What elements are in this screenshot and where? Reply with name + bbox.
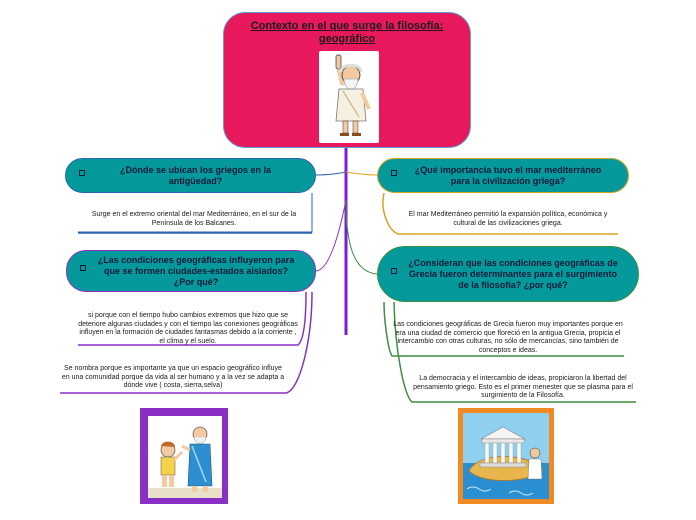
topic-label: ¿Consideran que las condiciones geográficas de Grecia fueron determinantes para el surgimiento de la filosofía? ¿por qué? (408, 257, 618, 290)
topic-mediterranean[interactable] (377, 158, 629, 193)
topic-label: ¿Dónde se ubican los griegos en la antigüedad? (119, 164, 272, 186)
topic-location[interactable] (65, 158, 316, 193)
checkbox-icon (391, 170, 397, 176)
checkbox-icon (79, 170, 85, 176)
philosopher-icon (319, 51, 379, 143)
subtopic-philosophy-2[interactable]: La democracia y el intercambio de ideas, propiciaron la libertad del pensamiento griego. Esto es el primer menester que se plasma para el surgimiento de la Filosofía. (413, 375, 633, 399)
subtopic-location[interactable]: Surge en el extremo oriental del mar Mediterráneo, en el sur de la Península de los Balcanes. (91, 211, 297, 227)
link-topic-1 (316, 172, 346, 175)
checkbox-icon (391, 268, 397, 274)
link-topic-3 (316, 200, 346, 271)
root-node[interactable] (223, 12, 471, 148)
philosophers-teaching-image (140, 408, 228, 504)
root-title: Contexto en el que surge la filosofía: geográfico (250, 20, 444, 45)
topic-label: ¿Qué importancia tuvo el mar mediterráneo para la civilización griega? (414, 164, 602, 186)
greek-temple-island-image (458, 408, 554, 504)
subtopic-city-states-2[interactable]: Se nombra porque es importante ya que un espacio geográfico influye en una comunidad porque da vida al ser humano y a la vez se adapta a dónde vive ( costa, sierra,selva) (61, 365, 285, 389)
subtopic-city-states-1[interactable]: si porque con el tiempo hubo cambios extremos que hizo que se deteriore algunas ciudades y con el tiempo las conexiones geográficas influyen en la formación de ciudades fantasmas debido a la corriente , el clima y el suelo. (78, 312, 298, 345)
topic-city-states[interactable] (66, 250, 316, 292)
philosophers-teaching-icon (148, 416, 222, 498)
subtopic-philosophy-1[interactable]: Las condiciones geográficas de Grecia fueron muy importantes porque en era una ciudad de comercio que floreció en la antigua Grecia, propicia el intercambio con otras culturas, no sólo de mercancías, sino también de conceptos e ideas. (393, 321, 623, 354)
subtopic-mediterranean[interactable]: El mar Mediterráneo permitió la expansión política, económica y cultural de las civilizaciones griega. (408, 211, 608, 227)
link-topic-2 (346, 172, 377, 175)
checkbox-icon (80, 265, 86, 271)
topic-philosophy-origin[interactable] (377, 246, 639, 302)
topic-label: ¿Las condiciones geográficas influyeron para que se formen ciudades-estados aislados? ¿Por qué? (97, 254, 295, 287)
link-topic-4 (346, 200, 377, 274)
greek-temple-island-icon (463, 413, 549, 499)
